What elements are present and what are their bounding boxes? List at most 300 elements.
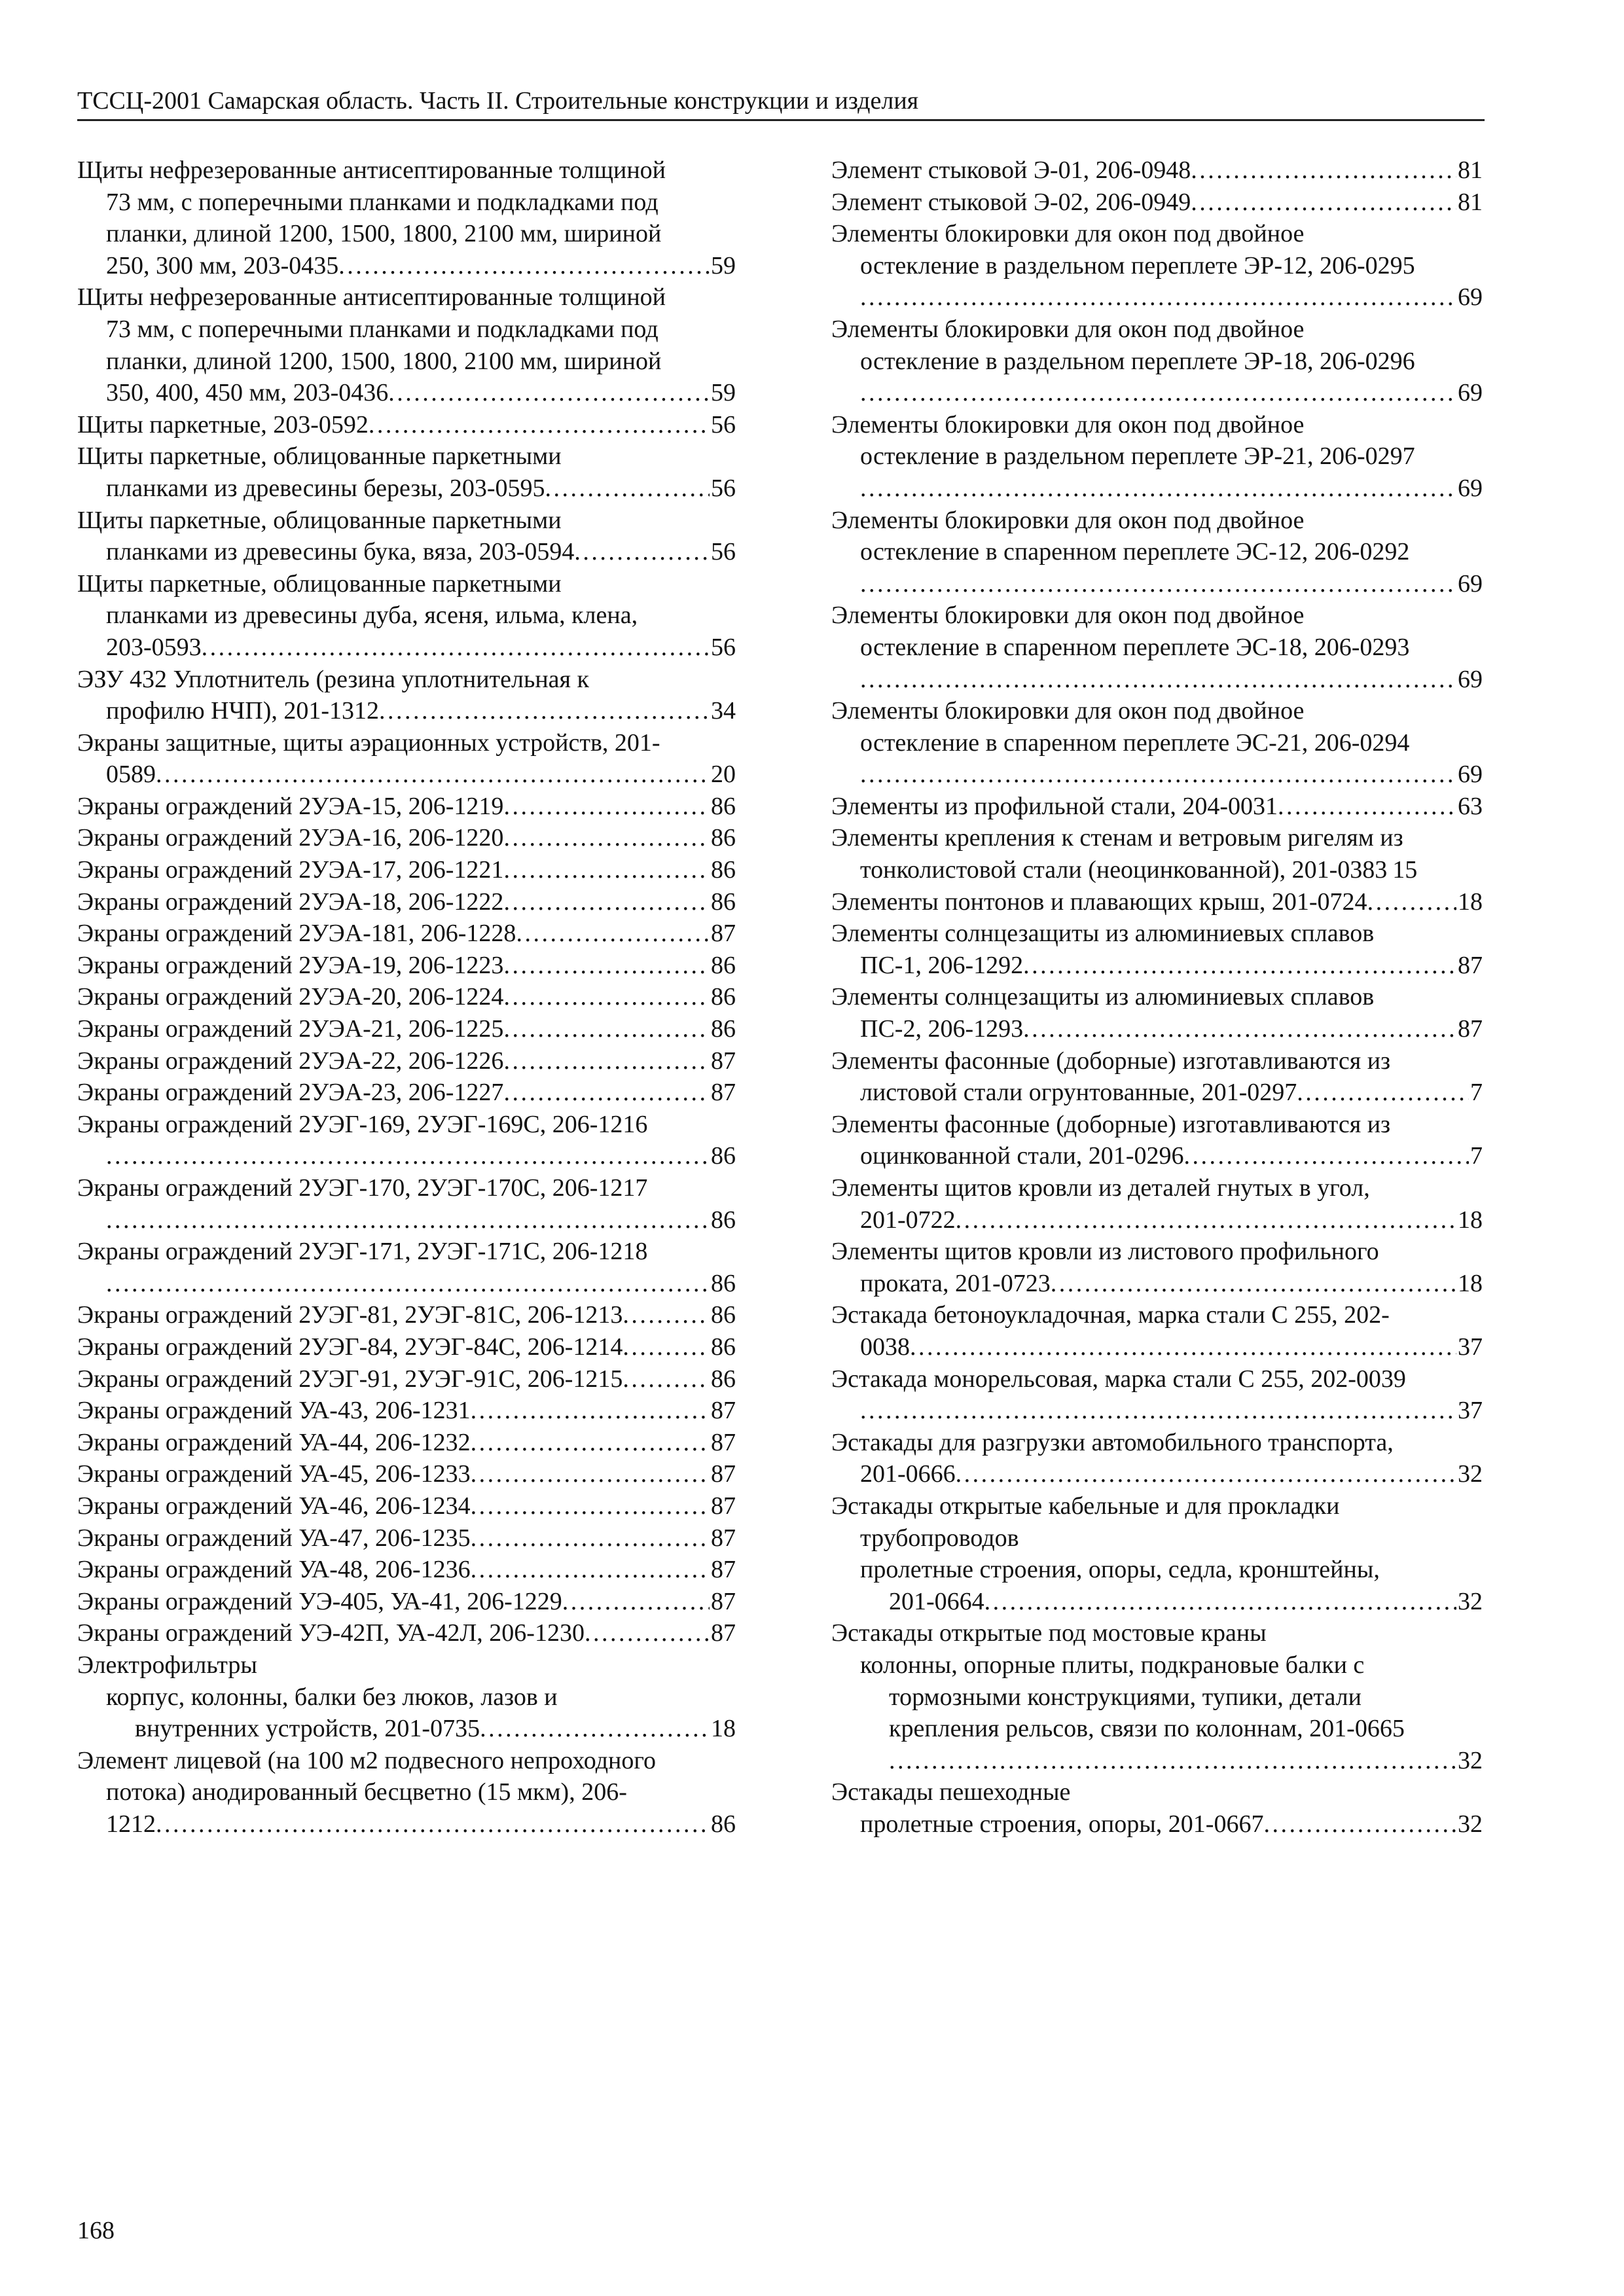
index-entry-line bbox=[831, 1268, 1483, 1300]
index-entry-line bbox=[831, 1776, 1483, 1808]
index-entry-line bbox=[77, 536, 736, 568]
index-entry bbox=[77, 918, 736, 950]
entry-text: Элементы фасонные (доборные) изготавливаются из bbox=[831, 1110, 1391, 1138]
entry-text: остекление в раздельном переплете ЭР-21, 206-0297 bbox=[860, 442, 1415, 471]
index-entry-line bbox=[831, 1586, 1483, 1618]
entry-text: планками из древесины березы, 203-0595 bbox=[106, 474, 545, 502]
entry-page-number: 87 bbox=[711, 1492, 736, 1520]
entry-page-number: 18 bbox=[711, 1715, 736, 1743]
entry-text: 201-0722 bbox=[860, 1206, 956, 1234]
leader-dots bbox=[956, 1204, 1456, 1236]
leader-dots bbox=[623, 1363, 710, 1395]
entry-text: проката, 201-0723 bbox=[860, 1269, 1051, 1297]
entry-text: Экраны ограждений 2УЭГ-171, 2УЭГ-171С, 206-1218 bbox=[77, 1238, 648, 1266]
leader-dots bbox=[471, 1458, 710, 1490]
index-entry bbox=[77, 950, 736, 982]
index-entry bbox=[831, 981, 1483, 1045]
leader-dots bbox=[623, 1299, 710, 1331]
entry-text: Эстакада бетоноукладочная, марка стали С 255, 202- bbox=[831, 1301, 1390, 1329]
index-entry bbox=[77, 727, 736, 791]
entry-text: Щиты паркетные, 203-0592 bbox=[77, 410, 369, 439]
entry-text: Экраны ограждений 2УЭГ-81, 2УЭГ-81С, 206-1213 bbox=[77, 1301, 623, 1329]
index-entry bbox=[77, 664, 736, 727]
index-entry-line bbox=[831, 346, 1483, 378]
index-entry bbox=[831, 1490, 1483, 1617]
index-entry bbox=[77, 1586, 736, 1618]
entry-page-number: 69 bbox=[1458, 569, 1483, 598]
index-entry bbox=[77, 505, 736, 568]
index-entry bbox=[77, 1109, 736, 1172]
index-entry bbox=[831, 314, 1483, 409]
entry-text: Экраны ограждений 2УЭГ-91, 2УЭГ-91С, 206-1215 bbox=[77, 1365, 623, 1393]
index-entry-line bbox=[77, 505, 736, 537]
entry-text: 0589 bbox=[106, 761, 156, 789]
index-entry-line bbox=[831, 1681, 1483, 1713]
entry-text: крепления рельсов, связи по колоннам, 201-0665 bbox=[889, 1715, 1405, 1743]
leader-dots bbox=[860, 664, 1456, 696]
entry-page-number: 32 bbox=[1458, 1587, 1483, 1615]
entry-page-number: 87 bbox=[711, 1428, 736, 1456]
index-entry-line bbox=[77, 600, 736, 632]
leader-dots bbox=[503, 1013, 710, 1045]
index-entry bbox=[77, 568, 736, 664]
entry-text: Экраны ограждений УА-47, 206-1235 bbox=[77, 1524, 471, 1552]
entry-text: Щиты паркетные, облицованные паркетными bbox=[77, 569, 562, 598]
entry-text: 201-0666 bbox=[860, 1460, 956, 1488]
index-entry bbox=[831, 187, 1483, 219]
leader-dots bbox=[1263, 1808, 1456, 1840]
leader-dots bbox=[1367, 886, 1456, 918]
index-entry-line bbox=[831, 1363, 1483, 1395]
entry-page-number: 87 bbox=[711, 1556, 736, 1584]
index-entry bbox=[831, 154, 1483, 187]
leader-dots bbox=[106, 1204, 710, 1236]
entry-text: Эстакады открытые под мостовые краны bbox=[831, 1619, 1267, 1647]
entry-page-number: 86 bbox=[711, 1142, 736, 1170]
index-entry-line bbox=[831, 1331, 1483, 1363]
index-entry-line bbox=[77, 1236, 736, 1268]
leader-dots bbox=[338, 250, 710, 282]
entry-text: потока) анодированный бесцветно (15 мкм), 206- bbox=[106, 1778, 627, 1806]
leader-dots bbox=[106, 1268, 710, 1300]
entry-page-number: 87 bbox=[711, 1619, 736, 1647]
index-entry bbox=[77, 281, 736, 408]
index-entry bbox=[831, 791, 1483, 823]
entry-text: Элементы понтонов и плавающих крыш, 201-0724 bbox=[831, 888, 1367, 916]
leader-dots bbox=[156, 1808, 710, 1840]
entry-text: Экраны ограждений 2УЭА-18, 206-1222 bbox=[77, 888, 504, 916]
entry-text: остекление в раздельном переплете ЭР-12, 206-0295 bbox=[860, 251, 1415, 279]
index-entry bbox=[831, 886, 1483, 918]
leader-dots bbox=[1183, 1140, 1469, 1172]
entry-text: планки, длиной 1200, 1500, 1800, 2100 мм, шириной bbox=[106, 347, 662, 375]
index-column-right bbox=[831, 154, 1483, 1840]
entry-text: 250, 300 мм, 203-0435 bbox=[106, 251, 339, 279]
leader-dots bbox=[860, 759, 1456, 791]
index-entry-line bbox=[831, 1045, 1483, 1077]
leader-dots bbox=[156, 759, 710, 791]
index-entry-line bbox=[831, 409, 1483, 441]
entry-text: внутренних устройств, 201-0735 bbox=[135, 1715, 480, 1743]
leader-dots bbox=[202, 632, 710, 664]
entry-text: Экраны ограждений УЭ-405, УА-41, 206-1229 bbox=[77, 1587, 562, 1615]
entry-page-number: 86 bbox=[711, 888, 736, 916]
index-entry-line bbox=[831, 981, 1483, 1013]
leader-dots bbox=[503, 854, 710, 886]
entry-page-number: 20 bbox=[711, 761, 736, 789]
entry-text: Экраны ограждений УА-46, 206-1234 bbox=[77, 1492, 471, 1520]
entry-text: Щиты нефрезерованные антисептированные толщиной bbox=[77, 283, 666, 312]
running-header: ТССЦ-2001 Самарская область. Часть II. Строительные конструкции и изделия bbox=[77, 84, 1485, 121]
entry-text: пролетные строения, опоры, седла, кронштейны, bbox=[860, 1556, 1380, 1584]
index-entry-line bbox=[831, 1395, 1483, 1427]
entry-text: Экраны ограждений 2УЭГ-84, 2УЭГ-84С, 206-1214 bbox=[77, 1333, 623, 1361]
entry-text: Экраны ограждений УА-45, 206-1233 bbox=[77, 1460, 471, 1488]
leader-dots bbox=[503, 981, 710, 1013]
entry-text: Элементы блокировки для окон под двойное bbox=[831, 220, 1305, 248]
index-entry-line bbox=[77, 695, 736, 727]
leader-dots bbox=[1023, 950, 1456, 982]
index-entry-line bbox=[77, 409, 736, 441]
index-entry-line bbox=[831, 1236, 1483, 1268]
leader-dots bbox=[623, 1331, 710, 1363]
entry-page-number: 69 bbox=[1458, 474, 1483, 502]
index-entry-line bbox=[831, 568, 1483, 600]
leader-dots bbox=[503, 886, 710, 918]
index-entry-line bbox=[77, 1268, 736, 1300]
index-entry-line bbox=[831, 664, 1483, 696]
index-entry bbox=[831, 1172, 1483, 1236]
index-entry-line bbox=[77, 1331, 736, 1363]
entry-text: листовой стали огрунтованные, 201-0297 bbox=[860, 1079, 1297, 1107]
leader-dots bbox=[860, 568, 1456, 600]
entry-text: тормозными конструкциями, тупики, детали bbox=[889, 1683, 1362, 1711]
leader-dots bbox=[956, 1458, 1456, 1490]
index-entry bbox=[77, 1745, 736, 1840]
entry-text: остекление в раздельном переплете ЭР-18, 206-0296 bbox=[860, 347, 1415, 375]
index-entry bbox=[831, 822, 1483, 886]
index-entry-line bbox=[77, 346, 736, 378]
entry-page-number: 86 bbox=[711, 1365, 736, 1393]
index-column-left bbox=[77, 154, 736, 1840]
entry-page-number: 86 bbox=[711, 1015, 736, 1043]
entry-page-number: 7 bbox=[1470, 1079, 1483, 1107]
entry-text: планками из древесины дуба, ясеня, ильма, клена, bbox=[106, 601, 638, 630]
entry-text: Экраны ограждений 2УЭГ-170, 2УЭГ-170С, 206-1217 bbox=[77, 1174, 648, 1202]
index-entry-line bbox=[831, 505, 1483, 537]
index-entry-line bbox=[77, 950, 736, 982]
entry-text: Элементы солнцезащиты из алюминиевых сплавов bbox=[831, 920, 1375, 948]
entry-text: Экраны защитные, щиты аэрационных устройств, 201- bbox=[77, 728, 660, 757]
index-entry-line bbox=[831, 791, 1483, 823]
index-entry-line bbox=[77, 281, 736, 314]
entry-page-number: 87 bbox=[711, 1079, 736, 1107]
leader-dots bbox=[471, 1522, 710, 1554]
leader-dots bbox=[1023, 1013, 1456, 1045]
entry-text: Элементы блокировки для окон под двойное bbox=[831, 410, 1305, 439]
index-entry bbox=[77, 1299, 736, 1331]
entry-text: остекление в спаренном переплете ЭС-12, 206-0292 bbox=[860, 538, 1410, 566]
entry-text: остекление в спаренном переплете ЭС-18, 206-0293 bbox=[860, 633, 1410, 661]
index-entry bbox=[77, 1490, 736, 1522]
index-entry-line bbox=[77, 1299, 736, 1331]
index-entry bbox=[77, 1458, 736, 1490]
entry-page-number: 87 bbox=[711, 1397, 736, 1425]
entry-text: Экраны ограждений 2УЭА-23, 206-1227 bbox=[77, 1079, 504, 1107]
index-entry-line bbox=[77, 822, 736, 854]
entry-text: Экраны ограждений 2УЭА-19, 206-1223 bbox=[77, 951, 504, 979]
leader-dots bbox=[585, 1617, 710, 1649]
leader-dots bbox=[388, 377, 710, 409]
entry-page-number: 37 bbox=[1458, 1397, 1483, 1425]
entry-page-number: 32 bbox=[1458, 1810, 1483, 1838]
leader-dots bbox=[503, 791, 710, 823]
entry-page-number: 86 bbox=[711, 1333, 736, 1361]
index-entry bbox=[77, 1649, 736, 1745]
entry-page-number: 56 bbox=[711, 538, 736, 566]
index-entry-line bbox=[77, 1077, 736, 1109]
leader-dots bbox=[860, 377, 1456, 409]
entry-text: Электрофильтры bbox=[77, 1651, 257, 1679]
index-entry-line bbox=[77, 918, 736, 950]
entry-text: Экраны ограждений 2УЭА-16, 206-1220 bbox=[77, 824, 504, 852]
entry-page-number: 86 bbox=[711, 1206, 736, 1234]
index-entry-line bbox=[831, 1649, 1483, 1681]
index-entry-line bbox=[77, 568, 736, 600]
entry-page-number: 86 bbox=[711, 983, 736, 1011]
index-entry bbox=[77, 981, 736, 1013]
index-entry-line bbox=[77, 440, 736, 473]
index-entry-line bbox=[831, 1077, 1483, 1109]
index-entry-line bbox=[831, 822, 1483, 854]
entry-page-number: 34 bbox=[711, 697, 736, 725]
leader-dots bbox=[1191, 187, 1456, 219]
index-entry bbox=[77, 1013, 736, 1045]
index-entry-line bbox=[77, 1140, 736, 1172]
index-entry bbox=[77, 1427, 736, 1459]
entry-page-number: 56 bbox=[711, 474, 736, 502]
entry-page-number: 86 bbox=[711, 824, 736, 852]
index-entry-line bbox=[831, 1522, 1483, 1554]
index-entry-line bbox=[77, 250, 736, 282]
index-entry bbox=[77, 1045, 736, 1077]
index-entry-line bbox=[831, 600, 1483, 632]
entry-page-number: 86 bbox=[711, 1810, 736, 1838]
index-entry bbox=[831, 918, 1483, 981]
entry-page-number: 32 bbox=[1458, 1460, 1483, 1488]
leader-dots bbox=[471, 1427, 710, 1459]
index-entry bbox=[77, 409, 736, 441]
entry-text: Элементы блокировки для окон под двойное bbox=[831, 315, 1305, 343]
entry-text: Элемент стыковой Э-01, 206-0948 bbox=[831, 156, 1191, 184]
entry-page-number: 87 bbox=[1458, 951, 1483, 979]
index-entry-line bbox=[831, 918, 1483, 950]
index-entry bbox=[77, 886, 736, 918]
index-entry-line bbox=[831, 759, 1483, 791]
leader-dots bbox=[471, 1395, 710, 1427]
entry-text: пролетные строения, опоры, 201-0667 bbox=[860, 1810, 1264, 1838]
index-entry-line bbox=[77, 632, 736, 664]
index-entry-line bbox=[831, 187, 1483, 219]
index-entry-line bbox=[77, 1204, 736, 1236]
index-entry-line bbox=[831, 218, 1483, 250]
leader-dots bbox=[471, 1554, 710, 1586]
index-entry-line bbox=[831, 1458, 1483, 1490]
entry-text: ПС-2, 206-1293 bbox=[860, 1015, 1024, 1043]
entry-text: Элемент стыковой Э-02, 206-0949 bbox=[831, 188, 1191, 216]
entry-text: Элемент лицевой (на 100 м2 подвесного непроходного bbox=[77, 1746, 657, 1774]
index-entry-line bbox=[831, 440, 1483, 473]
index-entry bbox=[831, 1617, 1483, 1776]
entry-text: планками из древесины бука, вяза, 203-0594 bbox=[106, 538, 575, 566]
entry-page-number: 18 bbox=[1458, 1269, 1483, 1297]
index-entry-line bbox=[77, 1522, 736, 1554]
entry-page-number: 86 bbox=[711, 792, 736, 820]
index-entry bbox=[77, 154, 736, 281]
leader-dots bbox=[1278, 791, 1456, 823]
index-entry bbox=[77, 791, 736, 823]
leader-dots bbox=[1297, 1077, 1469, 1109]
entry-page-number: 37 bbox=[1458, 1333, 1483, 1361]
index-entry-line bbox=[77, 314, 736, 346]
index-entry-line bbox=[831, 1204, 1483, 1236]
entry-page-number: 7 bbox=[1470, 1142, 1483, 1170]
entry-page-number: 86 bbox=[711, 1269, 736, 1297]
index-entry-line bbox=[831, 1745, 1483, 1777]
index-entry-line bbox=[77, 1586, 736, 1618]
index-entry-line bbox=[77, 1490, 736, 1522]
entry-text: Элементы крепления к стенам и ветровым ригелям из bbox=[831, 824, 1403, 852]
index-entry bbox=[831, 1045, 1483, 1109]
index-entry-line bbox=[831, 1109, 1483, 1141]
index-entry-line bbox=[831, 1013, 1483, 1045]
leader-dots bbox=[379, 695, 710, 727]
index-entry-line bbox=[77, 473, 736, 505]
index-entry-line bbox=[831, 1140, 1483, 1172]
entry-page-number: 87 bbox=[711, 1460, 736, 1488]
index-entry bbox=[831, 695, 1483, 791]
entry-text: Экраны ограждений 2УЭА-22, 206-1226 bbox=[77, 1047, 504, 1075]
entry-text: Экраны ограждений 2УЭА-17, 206-1221 bbox=[77, 856, 504, 884]
entry-text: Щиты паркетные, облицованные паркетными bbox=[77, 506, 562, 534]
index-entry-line bbox=[831, 314, 1483, 346]
index-entry-line bbox=[831, 1713, 1483, 1745]
entry-page-number: 81 bbox=[1458, 188, 1483, 216]
entry-page-number: 18 bbox=[1458, 888, 1483, 916]
entry-text: Элементы блокировки для окон под двойное bbox=[831, 506, 1305, 534]
entry-text: Элементы щитов кровли из деталей гнутых в угол, bbox=[831, 1174, 1370, 1202]
index-entry bbox=[77, 1331, 736, 1363]
leader-dots bbox=[471, 1490, 710, 1522]
index-entry-line bbox=[831, 473, 1483, 505]
index-entry bbox=[831, 1427, 1483, 1490]
entry-text: 201-0664 bbox=[889, 1587, 984, 1615]
entry-page-number: 18 bbox=[1458, 1206, 1483, 1234]
entry-page-number: 86 bbox=[711, 856, 736, 884]
entry-text: Эстакады открытые кабельные и для прокладки bbox=[831, 1492, 1340, 1520]
entry-text: Щиты паркетные, облицованные паркетными bbox=[77, 442, 562, 471]
index-entry-line bbox=[831, 1427, 1483, 1459]
index-entry bbox=[77, 854, 736, 886]
page-number: 168 bbox=[77, 2217, 115, 2244]
index-entry-line bbox=[831, 695, 1483, 727]
entry-text: остекление в спаренном переплете ЭС-21, 206-0294 bbox=[860, 728, 1410, 757]
entry-text: 350, 400, 450 мм, 203-0436 bbox=[106, 379, 389, 407]
index-entry bbox=[831, 505, 1483, 600]
index-entry-line bbox=[831, 377, 1483, 409]
entry-text: 203-0593 bbox=[106, 633, 202, 661]
index-entry bbox=[77, 822, 736, 854]
entry-text: Элементы солнцезащиты из алюминиевых сплавов bbox=[831, 983, 1375, 1011]
leader-dots bbox=[106, 1140, 710, 1172]
index-entry bbox=[831, 409, 1483, 505]
index-entry-line bbox=[77, 1745, 736, 1777]
entry-text: Экраны ограждений 2УЭА-21, 206-1225 bbox=[77, 1015, 504, 1043]
entry-text: колонны, опорные плиты, подкрановые балки с bbox=[860, 1651, 1365, 1679]
entry-text: оцинкованной стали, 201-0296 bbox=[860, 1142, 1184, 1170]
index-entry-line bbox=[831, 1172, 1483, 1204]
entry-text: Элементы из профильной стали, 204-0031 bbox=[831, 792, 1278, 820]
index-entry bbox=[77, 1363, 736, 1395]
leader-dots bbox=[860, 473, 1456, 505]
entry-text: Экраны ограждений УА-43, 206-1231 bbox=[77, 1397, 471, 1425]
entry-page-number: 69 bbox=[1458, 665, 1483, 693]
index-entry-line bbox=[77, 1649, 736, 1681]
leader-dots bbox=[574, 536, 710, 568]
leader-dots bbox=[480, 1713, 710, 1745]
entry-text: Элементы щитов кровли из листового профильного bbox=[831, 1238, 1379, 1266]
entry-text: Эстакады для разгрузки автомобильного транспорта, bbox=[831, 1428, 1394, 1456]
index-entry-line bbox=[77, 1172, 736, 1204]
leader-dots bbox=[1191, 154, 1456, 187]
entry-text: Щиты нефрезерованные антисептированные толщиной bbox=[77, 156, 666, 184]
index-entry-line bbox=[831, 950, 1483, 982]
index-entry bbox=[831, 1299, 1483, 1363]
leader-dots bbox=[503, 1077, 710, 1109]
index-entry-line bbox=[77, 1363, 736, 1395]
leader-dots bbox=[1051, 1268, 1456, 1300]
index-entry-line bbox=[831, 854, 1483, 886]
entry-text: профилю НЧП), 201-1312 bbox=[106, 697, 380, 725]
index-entry-line bbox=[77, 886, 736, 918]
index-entry bbox=[77, 1522, 736, 1554]
entry-text: Экраны ограждений УЭ-42П, УА-42Л, 206-1230 bbox=[77, 1619, 585, 1647]
index-entry-line bbox=[77, 981, 736, 1013]
entry-page-number: 87 bbox=[711, 1524, 736, 1552]
index-entry bbox=[77, 440, 736, 504]
index-entry bbox=[77, 1172, 736, 1236]
index-entry-line bbox=[831, 281, 1483, 314]
index-entry-line bbox=[77, 377, 736, 409]
index-entry-line bbox=[77, 759, 736, 791]
index-entry-line bbox=[77, 1713, 736, 1745]
entry-text: трубопроводов bbox=[860, 1524, 1019, 1552]
index-entry bbox=[831, 218, 1483, 314]
leader-dots bbox=[503, 822, 710, 854]
index-entry-line bbox=[831, 632, 1483, 664]
index-entry-line bbox=[831, 250, 1483, 282]
index-entry bbox=[77, 1077, 736, 1109]
entry-text: планки, длиной 1200, 1500, 1800, 2100 мм, шириной bbox=[106, 220, 662, 248]
index-entry-line bbox=[77, 1427, 736, 1459]
entry-text: Экраны ограждений УА-48, 206-1236 bbox=[77, 1556, 471, 1584]
index-entry-line bbox=[77, 1045, 736, 1077]
index-entry-line bbox=[77, 1554, 736, 1586]
entry-page-number: 69 bbox=[1458, 283, 1483, 312]
leader-dots bbox=[910, 1331, 1456, 1363]
leader-dots bbox=[984, 1586, 1456, 1618]
leader-dots bbox=[562, 1586, 710, 1618]
